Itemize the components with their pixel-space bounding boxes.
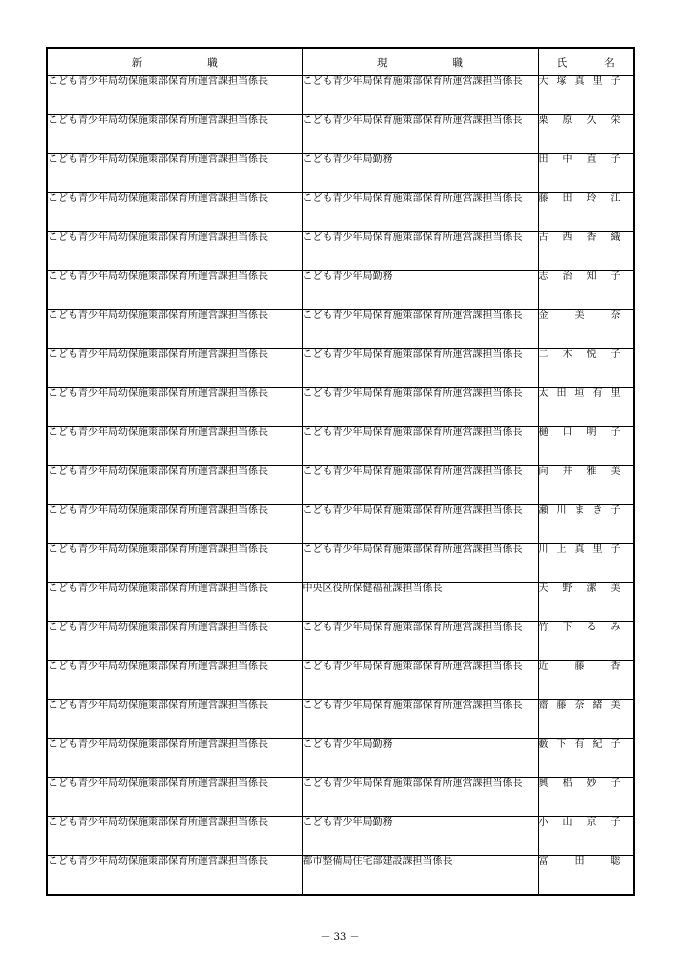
name-text: 太 田 垣 有 里: [538, 388, 621, 399]
name-cell: [538, 817, 634, 856]
current-post-cell: こども青少年局保育施策部保育所運営課担当係長: [302, 427, 538, 466]
name-cell: [538, 856, 634, 896]
page-number: － 33 －: [320, 932, 360, 943]
name-text: 志 治 知 子: [538, 271, 621, 282]
name-cell: [538, 232, 634, 271]
new-post-cell: こども青少年局幼保施策部保育所運営課担当係長: [47, 505, 302, 544]
current-post-cell: 中央区役所保健福祉課担当係長: [302, 583, 538, 622]
name-cell: [538, 427, 634, 466]
table-row: [47, 466, 634, 505]
name-cell: [538, 544, 634, 583]
new-post-cell: こども青少年局幼保施策部保育所運営課担当係長: [47, 271, 302, 310]
table-row: [47, 700, 634, 739]
new-post-cell: こども青少年局幼保施策部保育所運営課担当係長: [47, 310, 302, 349]
name-cell: [538, 349, 634, 388]
name-text: 樋 口 明 子: [538, 427, 621, 438]
name-cell: [538, 700, 634, 739]
name-text: 竹 下 る み: [538, 622, 621, 633]
table-row: [47, 310, 634, 349]
table-row: [47, 232, 634, 271]
name-cell: [538, 115, 634, 154]
new-post-cell: こども青少年局幼保施策部保育所運営課担当係長: [47, 700, 302, 739]
current-post-cell: こども青少年局勤務: [302, 739, 538, 778]
current-post-cell: こども青少年局勤務: [302, 817, 538, 856]
current-post-cell: 都市整備局住宅部建設課担当係長: [302, 856, 538, 896]
table-row: [47, 661, 634, 700]
new-post-cell: こども青少年局幼保施策部保育所運営課担当係長: [47, 193, 302, 232]
name-text: 藤 田 玲 江: [538, 193, 621, 204]
table-row: [47, 622, 634, 661]
name-cell: [538, 388, 634, 427]
current-post-cell: こども青少年局保育施策部保育所運営課担当係長: [302, 232, 538, 271]
name-cell: [538, 583, 634, 622]
new-post-cell: こども青少年局幼保施策部保育所運営課担当係長: [47, 115, 302, 154]
name-text: 川 上 真 里 子: [538, 544, 621, 555]
table-row: [47, 193, 634, 232]
new-post-cell: こども青少年局幼保施策部保育所運営課担当係長: [47, 388, 302, 427]
table-row: [47, 544, 634, 583]
new-post-cell: こども青少年局幼保施策部保育所運営課担当係長: [47, 817, 302, 856]
name-cell: [538, 76, 634, 115]
name-cell: [538, 154, 634, 193]
name-text: 向 井 雅 美: [538, 466, 621, 477]
name-text: 天 野 潔 美: [538, 583, 621, 594]
current-post-cell: こども青少年局保育施策部保育所運営課担当係長: [302, 505, 538, 544]
name-text: 二 木 悦 子: [538, 349, 621, 360]
current-post-cell: こども青少年局保育施策部保育所運営課担当係長: [302, 661, 538, 700]
name-cell: [538, 193, 634, 232]
current-post-cell: こども青少年局勤務: [302, 271, 538, 310]
name-text: 金 美 奈: [538, 310, 621, 321]
header-current-post: 現 職: [302, 48, 538, 76]
table-row: [47, 271, 634, 310]
new-post-cell: こども青少年局幼保施策部保育所運営課担当係長: [47, 856, 302, 896]
name-cell: [538, 778, 634, 817]
new-post-cell: こども青少年局幼保施策部保育所運営課担当係長: [47, 427, 302, 466]
header-new-post: 新 職: [47, 48, 302, 76]
new-post-cell: こども青少年局幼保施策部保育所運営課担当係長: [47, 466, 302, 505]
name-text: 大 塚 真 里 子: [538, 76, 621, 87]
new-post-cell: こども青少年局幼保施策部保育所運営課担当係長: [47, 739, 302, 778]
current-post-cell: こども青少年局保育施策部保育所運営課担当係長: [302, 700, 538, 739]
table-row: [47, 817, 634, 856]
current-post-cell: こども青少年局保育施策部保育所運営課担当係長: [302, 76, 538, 115]
name-cell: [538, 505, 634, 544]
current-post-cell: こども青少年局保育施策部保育所運営課担当係長: [302, 115, 538, 154]
name-cell: [538, 661, 634, 700]
header-name: 氏 名: [538, 48, 634, 76]
name-text: 興 梠 妙 子: [538, 778, 621, 789]
table-row: [47, 349, 634, 388]
name-text: 田 中 直 子: [538, 154, 621, 165]
table-row: [47, 778, 634, 817]
table-row: [47, 856, 634, 896]
table-row: [47, 739, 634, 778]
new-post-cell: こども青少年局幼保施策部保育所運営課担当係長: [47, 661, 302, 700]
new-post-cell: こども青少年局幼保施策部保育所運営課担当係長: [47, 349, 302, 388]
current-post-cell: こども青少年局保育施策部保育所運営課担当係長: [302, 622, 538, 661]
name-cell: [538, 739, 634, 778]
name-text: 富 田 聡: [538, 856, 621, 867]
table-row: [47, 427, 634, 466]
current-post-cell: こども青少年局保育施策部保育所運営課担当係長: [302, 466, 538, 505]
personnel-table: [46, 47, 635, 896]
new-post-cell: こども青少年局幼保施策部保育所運営課担当係長: [47, 544, 302, 583]
table-row: [47, 505, 634, 544]
table-row: [47, 115, 634, 154]
name-text: 古 西 香 織: [538, 232, 621, 243]
current-post-cell: こども青少年局勤務: [302, 154, 538, 193]
name-text: 藪 下 有 紀 子: [538, 739, 621, 750]
current-post-cell: こども青少年局保育施策部保育所運営課担当係長: [302, 388, 538, 427]
new-post-cell: こども青少年局幼保施策部保育所運営課担当係長: [47, 583, 302, 622]
table-row: [47, 76, 634, 115]
table-row: [47, 388, 634, 427]
name-cell: [538, 622, 634, 661]
name-cell: [538, 466, 634, 505]
current-post-cell: こども青少年局保育施策部保育所運営課担当係長: [302, 193, 538, 232]
current-post-cell: こども青少年局保育施策部保育所運営課担当係長: [302, 778, 538, 817]
new-post-cell: こども青少年局幼保施策部保育所運営課担当係長: [47, 154, 302, 193]
name-text: 齋 藤 奈 緒 美: [538, 700, 621, 711]
name-cell: [538, 271, 634, 310]
table-row: [47, 583, 634, 622]
name-text: 栗 原 久 栄: [538, 115, 621, 126]
current-post-cell: こども青少年局保育施策部保育所運営課担当係長: [302, 544, 538, 583]
name-text: 近 藤 香: [538, 661, 621, 672]
name-cell: [538, 310, 634, 349]
name-text: 瀬 川 ま き 子: [538, 505, 621, 516]
current-post-cell: こども青少年局保育施策部保育所運営課担当係長: [302, 349, 538, 388]
current-post-cell: こども青少年局保育施策部保育所運営課担当係長: [302, 310, 538, 349]
new-post-cell: こども青少年局幼保施策部保育所運営課担当係長: [47, 622, 302, 661]
name-text: 小 山 京 子: [538, 817, 621, 828]
table-row: [47, 154, 634, 193]
table-header-row: [47, 48, 634, 76]
new-post-cell: こども青少年局幼保施策部保育所運営課担当係長: [47, 76, 302, 115]
new-post-cell: こども青少年局幼保施策部保育所運営課担当係長: [47, 778, 302, 817]
new-post-cell: こども青少年局幼保施策部保育所運営課担当係長: [47, 232, 302, 271]
